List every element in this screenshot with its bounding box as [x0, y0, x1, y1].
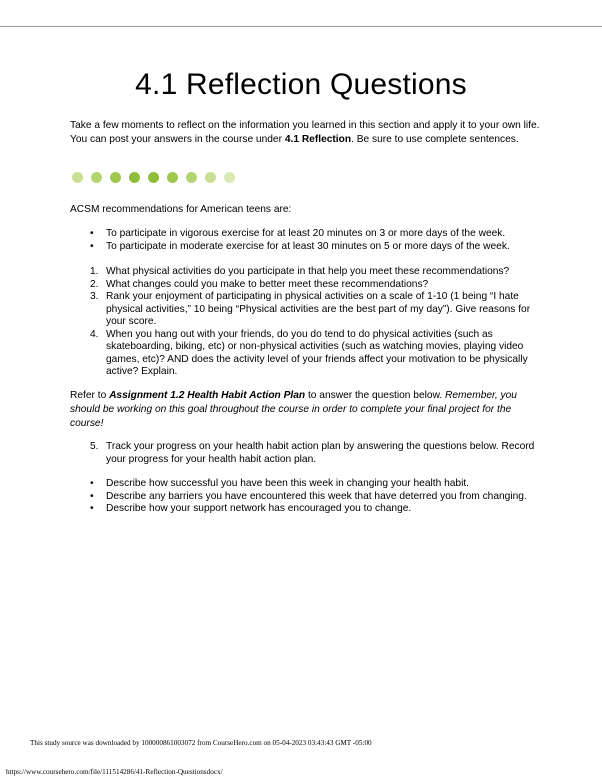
- download-note: This study source was downloaded by 100000861003072 from CourseHero.com on 05-04-2023 03:43:43 GMT -05:00: [30, 739, 372, 747]
- divider-dot: [129, 172, 140, 183]
- list-item: [90, 503, 540, 516]
- bullet-glyph: •: [90, 228, 94, 239]
- intro-text-after: . Be sure to use complete sentences.: [351, 134, 519, 145]
- top-divider: [0, 26, 602, 27]
- divider-dot: [148, 172, 159, 183]
- intro-text-bold: 4.1 Reflection: [284, 134, 352, 145]
- divider-dot: [167, 172, 178, 183]
- page-title: 4.1 Reflection Questions: [135, 68, 467, 101]
- divider-dot: [186, 172, 197, 183]
- progress-list: [90, 478, 540, 516]
- list-item-text: To participate in vigorous exercise for at least 20 minutes on 3 or more days of the week.: [106, 228, 506, 239]
- assignment-reference: Assignment 1.2 Health Habit Action Plan: [109, 390, 306, 401]
- question-number: 1.: [90, 266, 99, 277]
- list-item: [90, 291, 540, 329]
- question-text: Rank your enjoyment of participating in physical activities on a scale of 1-10 (1 being “I hate physical activities,” 10 being “Physical activities are the best part of my day”). Give reasons for your score.: [106, 291, 531, 327]
- list-item-text: Describe how successful you have been this week in changing your health habit.: [106, 478, 470, 489]
- source-url: https://www.coursehero.com/file/111514286/41-Reflection-Questionsdocx/: [6, 768, 223, 776]
- question-text: What changes could you make to better meet these recommendations?: [106, 278, 429, 290]
- bullet-glyph: •: [90, 240, 94, 252]
- recommendations-list: [90, 228, 540, 253]
- list-item-text: Describe any barriers you have encountered this week that have deterred you from changing.: [106, 490, 527, 502]
- question-text: When you hang out with your friends, do you do tend to do physical activities (such as skateboarding, biking, etc) or non-physical activities (such as watching movies, playing video games, etc)? AND does the activity level of your friends affect your motivation to be physically active? Explain.: [106, 328, 528, 377]
- list-item-text: To participate in moderate exercise for at least 30 minutes on 5 or more days of the week.: [106, 240, 510, 252]
- bullet-glyph: •: [90, 478, 94, 489]
- question-number: 3.: [90, 291, 99, 302]
- divider-dot: [110, 172, 121, 183]
- question-number: 5.: [90, 441, 99, 452]
- divider-dot: [91, 172, 102, 183]
- questions-list: [90, 266, 540, 379]
- question-number: 2.: [90, 278, 99, 290]
- bullet-glyph: •: [90, 490, 94, 502]
- intro-paragraph: [70, 119, 540, 147]
- divider-dot: [224, 172, 235, 183]
- list-item: [90, 266, 540, 279]
- list-item: [90, 329, 540, 379]
- acsm-heading: ACSM recommendations for American teens are:: [70, 204, 292, 215]
- list-item: [90, 478, 540, 491]
- question-text: Track your progress on your health habit action plan by answering the questions below. Record your progress for your health habit action plan.: [106, 441, 535, 465]
- list-item: [90, 241, 540, 254]
- refer-text-middle: to answer the question below.: [305, 390, 446, 401]
- dot-divider: [72, 172, 243, 184]
- list-item: [90, 441, 540, 466]
- list-item: [90, 228, 540, 241]
- bullet-glyph: •: [90, 503, 94, 514]
- question-text: What physical activities do you participate in that help you meet these recommendations?: [106, 266, 510, 277]
- list-item: [90, 491, 540, 504]
- refer-text-before: Refer to: [70, 390, 110, 401]
- divider-dot: [205, 172, 216, 183]
- question-five-list: [90, 441, 540, 466]
- list-item-text: Describe how your support network has encouraged you to change.: [106, 503, 412, 514]
- refer-paragraph: [70, 389, 545, 431]
- divider-dot: [72, 172, 83, 183]
- refer-reminder: Remember, you should be working on this goal throughout the course in order to complete your final project for the course!: [70, 390, 517, 429]
- question-number: 4.: [90, 328, 99, 340]
- list-item: [90, 279, 540, 292]
- intro-text-before: Take a few moments to reflect on the information you learned in this section and apply it to your own life. You can post your answers in the course under: [70, 120, 540, 145]
